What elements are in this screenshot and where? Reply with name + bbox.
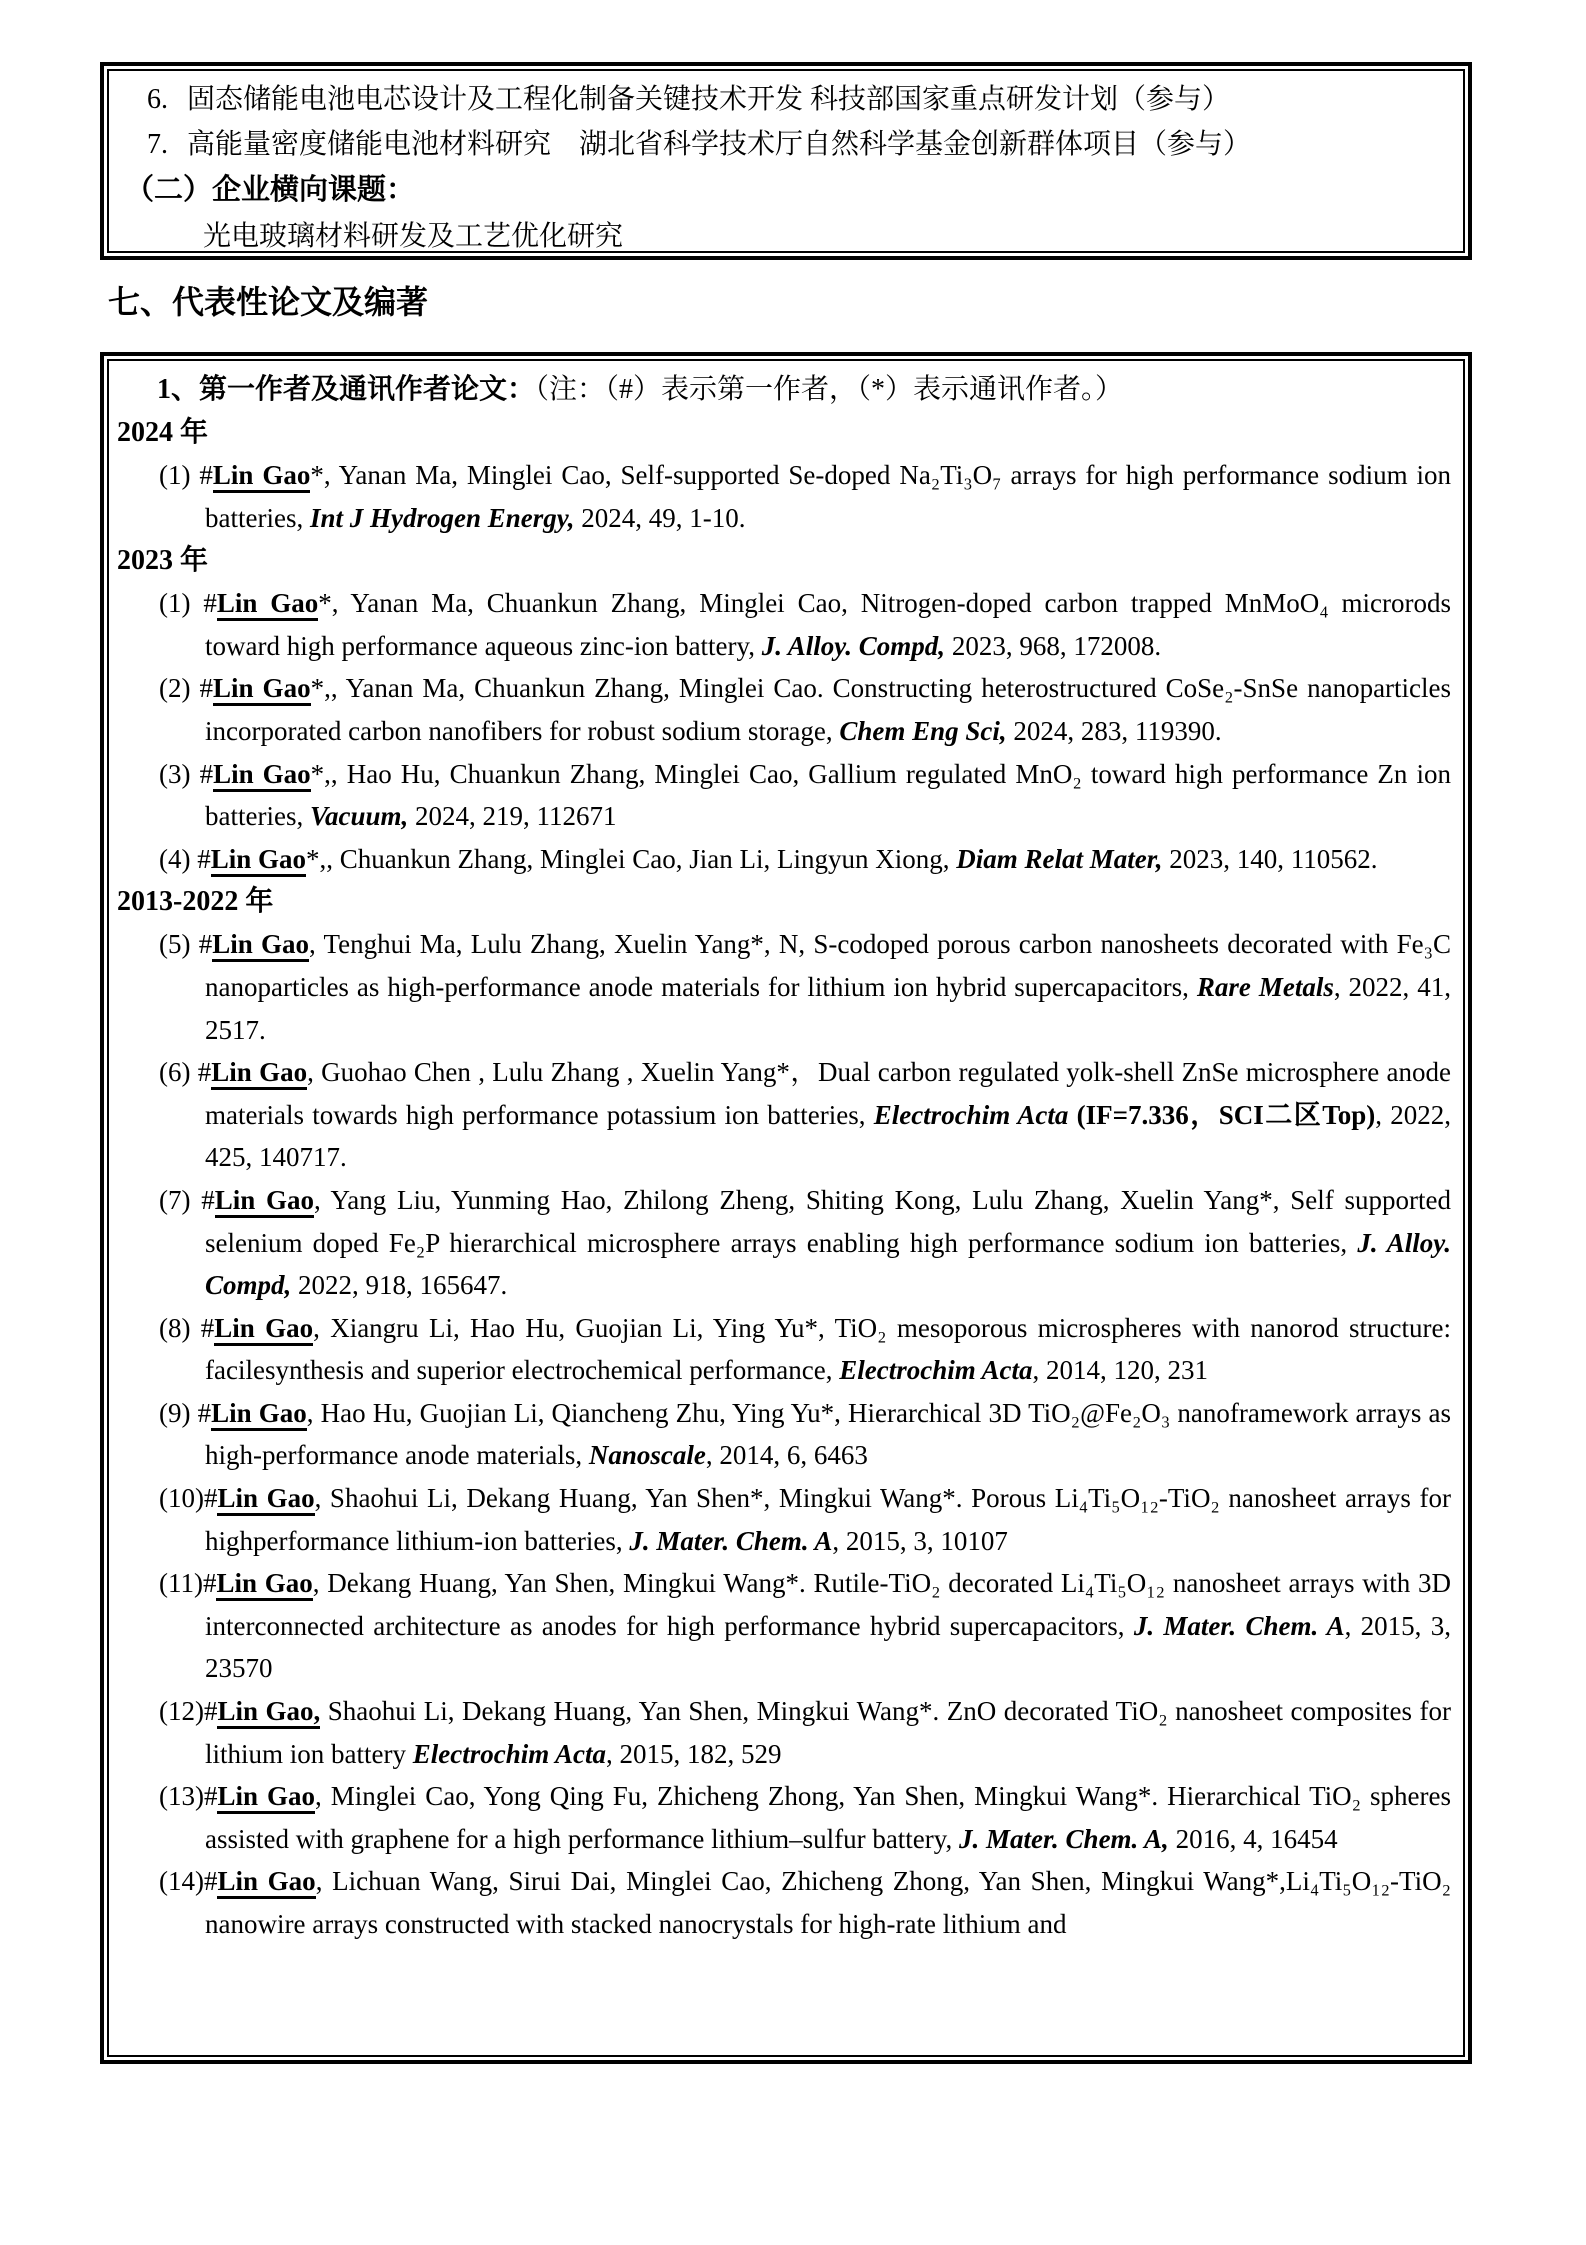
- text-segment: J. Mater. Chem. A,: [959, 1823, 1169, 1854]
- text-segment: Chem Eng Sci,: [839, 715, 1007, 746]
- publication-number: (6): [159, 1057, 198, 1088]
- papers-box-inner: [107, 359, 1465, 2057]
- text-segment: , 2015, 3, 23570: [205, 1610, 1451, 1684]
- text-segment: #: [199, 673, 214, 704]
- project-number: 7.: [147, 129, 168, 160]
- text-segment: 2024, 49, 1-10.: [574, 502, 746, 533]
- publication-item: [159, 1562, 1451, 1690]
- text-segment: Electrochim Acta: [839, 1355, 1033, 1386]
- text-segment: J. Mater. Chem. A: [629, 1525, 833, 1556]
- text-segment: 2024, 219, 112671: [408, 801, 617, 832]
- text-segment: , Yang Liu, Yunming Hao, Zhilong Zheng, Shiting Kong, Lulu Zhang, Xuelin Yang*, Self supported selenium doped Fe₂P hierarchical microsphere arrays enabling high performance sodium ion batteries,: [205, 1184, 1451, 1258]
- papers-header-title: 1、第一作者及通讯作者论文：: [157, 374, 536, 405]
- text-segment: , 2022, 41, 2517.: [205, 971, 1451, 1045]
- text-segment: Lin Gao: [211, 844, 306, 877]
- text-segment: *,, Chuankun Zhang, Minglei Cao, Jian Li, Lingyun Xiong,: [306, 843, 957, 874]
- text-segment: #: [202, 1568, 217, 1599]
- text-segment: [1068, 1100, 1076, 1130]
- text-segment: , Xiangru Li, Hao Hu, Guojian Li, Ying Yu*, TiO₂ mesoporous microspheres with nanorod structure: facilesynthesis and superior electrochemical performance,: [205, 1312, 1452, 1386]
- subsection-item: 光电玻璃材料研发及工艺优化研究: [203, 221, 624, 252]
- publication-item: [159, 454, 1451, 539]
- text-segment: #: [203, 588, 217, 619]
- text-segment: 2023, 968, 172008.: [945, 630, 1162, 661]
- text-segment: , Tenghui Ma, Lulu Zhang, Xuelin Yang*, N, S-codoped porous carbon nanosheets decorated with Fe₃C nanoparticles as high-performance anode materials for lithium ion hybrid supercapacitors,: [205, 929, 1452, 1002]
- text-segment: #: [197, 1057, 212, 1088]
- text-segment: , 2014, 6, 6463: [705, 1440, 868, 1471]
- text-segment: Rare Metals: [1196, 971, 1334, 1002]
- publication-number: (12): [159, 1696, 204, 1727]
- text-segment: J. Alloy. Compd,: [761, 630, 946, 661]
- text-segment: 2022, 918, 165647.: [291, 1270, 508, 1301]
- publication-item: [159, 1775, 1451, 1860]
- text-segment: 2023, 140, 110562.: [1162, 843, 1378, 874]
- text-segment: Lin Gao,: [217, 1696, 320, 1729]
- text-segment: , 2015, 3, 10107: [832, 1525, 1008, 1556]
- publication-item: [159, 1307, 1451, 1392]
- publication-item: [159, 1860, 1451, 1945]
- text-segment: #: [198, 929, 213, 960]
- publication-groups: [113, 411, 1451, 1946]
- text-segment: Lin Gao: [213, 460, 310, 493]
- text-segment: Electrochim Acta: [412, 1738, 606, 1769]
- year-heading: 2013-2022 年: [117, 886, 274, 918]
- publication-number: (1): [159, 460, 200, 490]
- publication-number: (8): [159, 1312, 201, 1343]
- text-segment: , 2015, 182, 529: [605, 1738, 782, 1769]
- text-segment: #: [200, 1312, 215, 1343]
- year-heading: 2024 年: [117, 417, 209, 448]
- text-segment: (IF=7.336，SCI二区Top): [1076, 1099, 1376, 1130]
- publication-number: (3): [159, 758, 200, 789]
- publication-item: [159, 1392, 1451, 1477]
- text-segment: #: [203, 1696, 218, 1727]
- text-segment: , 2022, 425, 140717.: [205, 1099, 1451, 1173]
- project-list: [113, 77, 1449, 167]
- text-segment: Vacuum,: [309, 801, 409, 832]
- text-segment: Shaohui Li, Dekang Huang, Yan Shen, Mingkui Wang*. ZnO decorated TiO₂ nanosheet composites for lithium ion battery: [205, 1696, 1452, 1769]
- text-segment: *, Yanan Ma, Chuankun Zhang, Minglei Cao, Nitrogen-doped carbon trapped MnMoO₄ microrods toward high performance aqueous zinc-ion battery,: [205, 588, 1452, 661]
- text-segment: , Hao Hu, Guojian Li, Qiancheng Zhu, Ying Yu*, Hierarchical 3D TiO₂@Fe₂O₃ nanoframework arrays as high-performance anode materials,: [205, 1397, 1452, 1471]
- text-segment: , Minglei Cao, Yong Qing Fu, Zhicheng Zhong, Yan Shen, Mingkui Wang*. Hierarchical TiO₂ spheres assisted with graphene for a high performance lithium–sulfur battery,: [205, 1781, 1451, 1854]
- publication-number: (4): [159, 843, 198, 874]
- text-segment: Lin Gao: [215, 1185, 314, 1218]
- text-segment: Lin Gao: [211, 1057, 307, 1090]
- text-segment: #: [203, 1483, 218, 1514]
- text-segment: #: [197, 1397, 212, 1428]
- project-item: [147, 77, 1449, 122]
- text-segment: , Guohao Chen , Lulu Zhang , Xuelin Yang*，Dual carbon regulated yolk-shell ZnSe microsphere anode materials towards high performance potassium ion batteries,: [205, 1057, 1452, 1130]
- year-heading: 2023 年: [117, 545, 209, 577]
- text-segment: *, Yanan Ma, Minglei Cao, Self-supported Se-doped Na₂Ti₃O₇ arrays for high performance sodium ion batteries,: [205, 460, 1452, 533]
- text-segment: Lin Gao: [217, 1781, 315, 1814]
- publication-number: (10): [159, 1483, 204, 1514]
- text-segment: , Lichuan Wang, Sirui Dai, Minglei Cao, Zhicheng Zhong, Yan Shen, Mingkui Wang*,Li₄Ti₅O₁₂-TiO₂ nanowire arrays constructed with stacked nanocrystals for high-rate lithium and: [205, 1866, 1451, 1939]
- text-segment: Lin Gao: [213, 673, 311, 706]
- papers-box: [100, 352, 1472, 2064]
- text-segment: Lin Gao: [214, 1313, 313, 1346]
- text-segment: Lin Gao: [217, 1866, 315, 1899]
- publication-number: (7): [159, 1184, 202, 1215]
- publication-number: (13): [159, 1781, 204, 1812]
- publication-item: [159, 1690, 1451, 1775]
- text-segment: , 2014, 120, 231: [1032, 1355, 1208, 1386]
- text-segment: Int J Hydrogen Energy,: [309, 502, 575, 533]
- publication-item: [159, 1477, 1451, 1562]
- text-segment: 2024, 283, 119390.: [1006, 715, 1222, 746]
- text-segment: J. Mater. Chem. A: [1133, 1610, 1345, 1641]
- text-segment: Diam Relat Mater,: [956, 843, 1163, 874]
- text-segment: #: [197, 843, 211, 874]
- text-segment: *,, Hao Hu, Chuankun Zhang, Minglei Cao, Gallium regulated MnO₂ toward high performance Zn ion batteries,: [205, 758, 1451, 832]
- text-segment: J. Alloy. Compd,: [205, 1227, 1451, 1301]
- publication-number: (9): [159, 1397, 198, 1428]
- text-segment: Lin Gao: [213, 759, 311, 792]
- text-segment: *,, Yanan Ma, Chuankun Zhang, Minglei Cao. Constructing heterostructured CoSe₂-SnSe nanoparticles incorporated carbon nanofibers for robust sodium storage,: [205, 673, 1452, 746]
- text-segment: #: [199, 758, 214, 789]
- text-segment: #: [201, 1184, 215, 1215]
- project-number: 6.: [147, 84, 168, 115]
- text-segment: Lin Gao: [217, 1483, 314, 1516]
- publication-number: (1): [159, 588, 204, 619]
- publication-item: [159, 753, 1451, 838]
- publication-item: [159, 667, 1451, 752]
- text-segment: , Dekang Huang, Yan Shen, Mingkui Wang*. Rutile-TiO₂ decorated Li₄Ti₅O₁₂ nanosheet arrays with 3D interconnected architecture as anodes for high performance hybrid supercapacitors,: [205, 1568, 1451, 1641]
- publication-number: (14): [159, 1866, 204, 1897]
- text-segment: 2016, 4, 16454: [1168, 1823, 1338, 1854]
- research-projects-box: [100, 62, 1472, 260]
- subsection-title: （二）企业横向课题：: [125, 174, 416, 206]
- publication-item: [159, 1179, 1451, 1307]
- papers-header-note: （注：（#）表示第一作者，（*）表示通讯作者。）: [535, 374, 1124, 405]
- publication-number: (5): [159, 929, 199, 960]
- text-segment: Electrochim Acta: [873, 1099, 1069, 1130]
- project-text: 固态储能电池电芯设计及工程化制备关键技术开发 科技部国家重点研发计划（参与）: [187, 84, 1231, 115]
- section-heading: 七、代表性论文及编著: [108, 284, 429, 320]
- project-text: 高能量密度储能电池材料研究 湖北省科学技术厅自然科学基金创新群体项目（参与）: [187, 129, 1252, 160]
- publication-item: [159, 1051, 1451, 1179]
- publication-number: (2): [159, 673, 200, 704]
- papers-header: [157, 368, 1451, 411]
- publication-item: [159, 923, 1451, 1051]
- text-segment: Lin Gao: [216, 1568, 312, 1601]
- text-segment: Lin Gao: [212, 929, 309, 962]
- text-segment: #: [203, 1781, 218, 1812]
- text-segment: , Shaohui Li, Dekang Huang, Yan Shen*, Mingkui Wang*. Porous Li₄Ti₅O₁₂-TiO₂ nanosheet arrays for highperformance lithium-ion batteries,: [205, 1483, 1451, 1556]
- text-segment: Lin Gao: [217, 588, 318, 621]
- text-segment: #: [199, 460, 213, 490]
- text-segment: Lin Gao: [211, 1398, 307, 1431]
- research-projects-box-inner: [107, 69, 1465, 253]
- text-segment: Nanoscale: [588, 1440, 706, 1471]
- text-segment: #: [203, 1866, 218, 1897]
- publication-item: [159, 838, 1451, 881]
- publication-number: (11): [159, 1568, 203, 1599]
- project-item: [147, 122, 1449, 167]
- publication-item: [159, 582, 1451, 667]
